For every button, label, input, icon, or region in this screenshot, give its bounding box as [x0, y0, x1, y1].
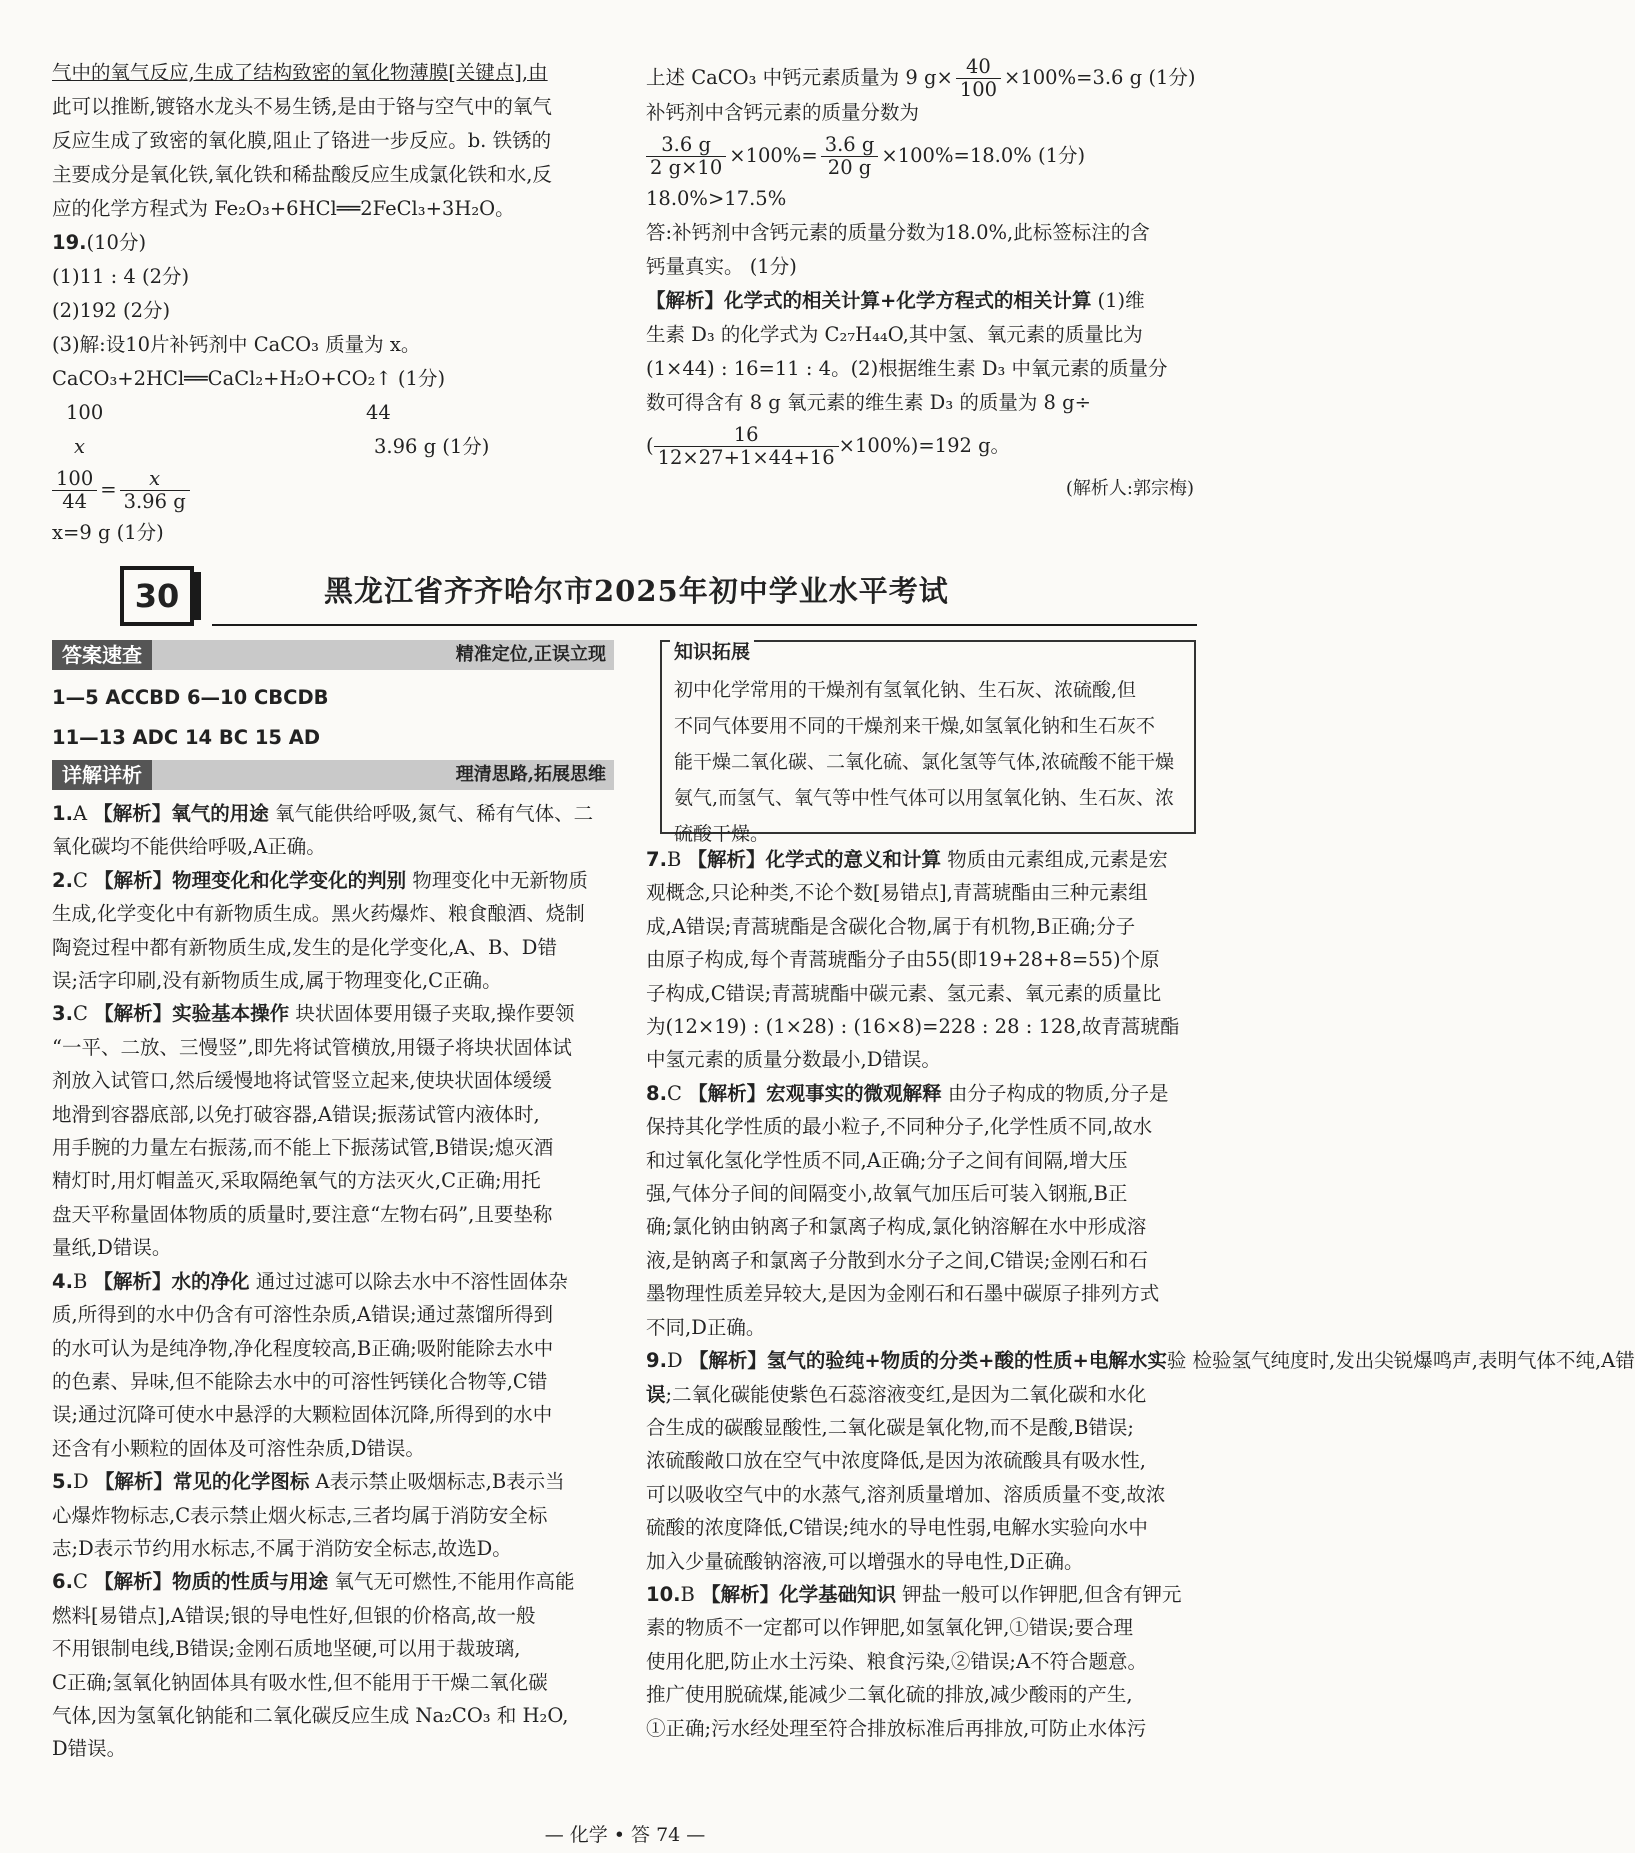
explanation-line: 使用化肥,防止水土污染、粮食污染,②错误;A不符合题意。	[646, 1649, 1148, 1673]
knowledge-line: 氨气,而氢气、氧气等中性气体可以用氢氧化钠、生石灰、浓	[674, 787, 1175, 809]
explanation-line: 浓硫酸敞口放在空气中浓度降低,是因为浓硫酸具有吸水性,	[646, 1449, 1146, 1473]
right-top-column	[646, 56, 1194, 506]
topic-tag: 【解析】水的净化	[93, 1269, 250, 1293]
explanation-line: 可以吸收空气中的水蒸气,溶剂质量增加、溶质质量不变,故浓	[646, 1482, 1166, 1506]
explanation-line: ①正确;污水经处理至符合排放标准后再排放,可防止水体污	[646, 1716, 1147, 1740]
explanation-line: 和过氧化氢化学性质不同,A正确;分子之间有间隔,增大压	[646, 1148, 1128, 1172]
answer-letter: B	[72, 1269, 94, 1293]
explanation-line: 误;活字印刷,没有新物质生成,属于物理变化,C正确。	[52, 969, 502, 993]
q19-a3: (3)解:设10片补钙剂中 CaCO₃ 质量为 x。	[52, 333, 421, 356]
explanation-line: 志;D表示节约用水标志,不属于消防安全标志,故选D。	[52, 1536, 512, 1560]
explanation-line: 精灯时,用灯帽盖灭,采取隔绝氧气的方法灭火,C正确;用托	[52, 1169, 541, 1193]
explanation-line: 为(12×19) : (1×28) : (16×8)=228 : 28 : 128,故青蒿琥酯	[646, 1015, 1180, 1039]
section-header	[52, 566, 1197, 626]
text-line: 上述 CaCO₃ 中钙元素质量为 9 g× $\frac{40}{100}$ ×100%=3.6 g (1分)	[646, 55, 1196, 101]
explanation-text: 氧气能供给呼吸,氮气、稀有气体、二	[268, 802, 594, 825]
answer-letter: D	[666, 1349, 689, 1373]
explanation-line: 推广使用脱硫煤,能减少二氧化硫的排放,减少酸雨的产生,	[646, 1683, 1133, 1707]
question-number: 4.	[52, 1269, 73, 1293]
section-bar	[192, 572, 201, 620]
explanation-text: 验 检验氢气纯度时,发出尖锐爆鸣声,表明气体不纯,A错	[1166, 1349, 1635, 1373]
question-number: 3.	[52, 1002, 73, 1026]
explanation-head	[52, 1465, 612, 1498]
explanation-text: 氧气无可燃性,不能用作高能	[328, 1570, 575, 1594]
knowledge-line: 不同气体要用不同的干燥剂来干燥,如氢氧化钠和生石灰不	[674, 715, 1156, 737]
question-number: 9.	[646, 1349, 667, 1373]
topic-tag: 【解析】氢气的验纯+物质的分类+酸的性质+电解水实	[688, 1349, 1167, 1373]
question-number: 2.	[52, 868, 73, 892]
answer-letter: B	[666, 848, 688, 871]
question-number: 10.	[646, 1582, 681, 1606]
explanation-line: D错误。	[52, 1737, 127, 1761]
explanation-line: 合生成的碳酸显酸性,二氧化碳是氧化物,而不是酸,B错误;	[646, 1415, 1134, 1439]
knowledge-box	[660, 640, 1196, 845]
text-line: ( $\frac{16}{12\times 27+1\times 44+16}$ ×100%)=192 g。	[646, 423, 1011, 469]
explanation-head	[52, 1265, 612, 1298]
text-line: 钙量真实。 (1分)	[646, 255, 797, 278]
answer-letter: B	[680, 1582, 702, 1606]
explanation-line	[646, 1378, 1194, 1411]
explanation-head	[646, 1344, 1635, 1377]
explanation-line: 加入少量硫酸钠溶液,可以增强水的导电性,D正确。	[646, 1549, 1084, 1573]
knowledge-line: 硫酸干燥。	[674, 823, 770, 845]
answer-band-slogan: 精准定位,正误立现	[455, 644, 606, 665]
explanation-line: 陶瓷过程中都有新物质生成,发生的是化学变化,A、B、D错	[52, 935, 557, 959]
explanation-line: 质,所得到的水中仍含有可溶性杂质,A错误;通过蒸馏所得到	[52, 1303, 554, 1327]
section-rule	[212, 624, 1197, 626]
explanation-text: 块状固体要用镊子夹取,操作要领	[289, 1002, 575, 1026]
explanation-line: 误;通过沉降可使水中悬浮的大颗粒固体沉降,所得到的水中	[52, 1403, 553, 1427]
explanation-line: 不用银制电线,B错误;金刚石质地坚硬,可以用于裁玻璃,	[52, 1637, 521, 1661]
text-line: 气中的氧气反应,生成了结构致密的氧化物薄膜[关键点],由	[52, 61, 548, 84]
text-line: $\frac{3.6 g}{2 g\times 10}$ ×100%= $\frac{3.6 g}{20 g}$ ×100%=18.0% (1分)	[646, 130, 1194, 182]
text-line: 主要成分是氧化铁,氧化铁和稀盐酸反应生成氯化铁和水,反	[52, 163, 552, 186]
explanation-line: 心爆炸物标志,C表示禁止烟火标志,三者均属于消防安全标	[52, 1503, 548, 1527]
topic-tag: 【解析】氧气的用途	[93, 802, 269, 825]
explanation-line: 剂放入试管口,然后缓慢地将试管竖立起来,使块状固体缓缓	[52, 1069, 552, 1093]
explanation-line: 中氢元素的质量分数最小,D错误。	[646, 1048, 941, 1072]
explanation-head	[646, 1077, 1194, 1110]
explanation-line: 观概念,只论种类,不论个数[易错点],青蒿琥酯由三种元素组	[646, 881, 1148, 905]
question-number: 6.	[52, 1570, 73, 1594]
left-explanations	[52, 797, 612, 1766]
topic-tag: 【解析】化学式的意义和计算	[687, 848, 942, 871]
text-line: (1×44) : 16=11 : 4。(2)根据维生素 D₃ 中氧元素的质量分	[646, 357, 1168, 380]
explanation-line: C正确;氢氧化钠固体具有吸水性,但不能用于干燥二氧化碳	[52, 1670, 548, 1694]
explanation-text: 通过过滤可以除去水中不溶性固体杂	[249, 1269, 568, 1293]
topic-tag: 【解析】常见的化学图标	[94, 1470, 310, 1494]
topic-tag: 误	[646, 1382, 666, 1406]
q19-unknowns: x 3.96 g (1分)	[74, 435, 490, 458]
explanation-line: 由原子构成,每个青蒿琥酯分子由55(即19+28+8=55)个原	[646, 948, 1160, 972]
explanation-line: 的色素、异味,但不能除去水中的可溶性钙镁化合物等,C错	[52, 1369, 548, 1393]
answer-band-title: 答案速查	[52, 640, 152, 670]
text-line: 补钙剂中含钙元素的质量分数为	[646, 101, 920, 124]
explanation-line: 成,A错误;青蒿琥酯是含碳化合物,属于有机物,B正确;分子	[646, 914, 1136, 938]
q19-equation: CaCO₃+2HCl══CaCl₂+H₂O+CO₂↑ (1分)	[52, 367, 446, 390]
answer-letter: C	[666, 1081, 689, 1105]
text-line: 应的化学方程式为 Fe₂O₃+6HCl══2FeCl₃+3H₂O。	[52, 197, 515, 220]
explanation-text: 钾盐一般可以作钾肥,但含有钾元	[896, 1582, 1182, 1606]
text-line: 此可以推断,镀铬水龙头不易生锈,是由于铬与空气中的氧气	[52, 95, 552, 118]
explanation-line: 不同,D正确。	[646, 1315, 766, 1339]
topic-tag: 【解析】化学基础知识	[701, 1582, 897, 1606]
explanation-line: 的水可认为是纯净物,净化程度较高,B正确;吸附能除去水中	[52, 1336, 554, 1360]
explanation-line: 素的物质不一定都可以作钾肥,如氢氧化钾,①错误;要合理	[646, 1616, 1133, 1640]
explanation-line: 确;氯化钠由钠离子和氯离子构成,氯化钠溶解在水中形成溶	[646, 1215, 1147, 1239]
explanation-line: 量纸,D错误。	[52, 1236, 172, 1260]
explanation-line: 燃料[易错点],A错误;银的导电性好,但银的价格高,故一般	[52, 1603, 536, 1627]
question-number: 5.	[52, 1470, 73, 1494]
explanation-line: 强,气体分子间的间隔变小,故氧气加压后可装入钢瓶,B正	[646, 1182, 1128, 1206]
q19-a1: (1)11 : 4 (2分)	[52, 265, 190, 288]
topic-tag: 【解析】宏观事实的微观解释	[688, 1081, 942, 1105]
question-number: 7.	[646, 848, 667, 871]
answer-letter: C	[72, 868, 95, 892]
question-number: 8.	[646, 1081, 667, 1105]
answer-letter: C	[72, 1002, 95, 1026]
explanation-line: 液,是钠离子和氯离子分散到水分子之间,C错误;金刚石和石	[646, 1248, 1148, 1272]
explanation-line: 硫酸的浓度降低,C错误;纯水的导电性弱,电解水实验向水中	[646, 1516, 1148, 1540]
topic-tag: 【解析】物理变化和化学变化的判别	[94, 868, 407, 892]
q19-a2: (2)192 (2分)	[52, 299, 171, 322]
explanation-line: 子构成,C错误;青蒿琥酯中碳元素、氢元素、氧元素的质量比	[646, 981, 1162, 1005]
explanation-line: 墨物理性质差异较大,是因为金刚石和石墨中碳原子排列方式	[646, 1282, 1160, 1306]
explanation-head	[52, 1565, 612, 1598]
answer-band	[52, 640, 614, 670]
explanation-line: 地滑到容器底部,以免打破容器,A错误;振荡试管内液体时,	[52, 1102, 540, 1126]
explanation-line: 气体,因为氢氧化钠能和二氧化碳反应生成 Na₂CO₃ 和 H₂O,	[52, 1703, 569, 1727]
explanation-head	[646, 843, 1194, 876]
explanation-text: 物理变化中无新物质	[406, 868, 588, 892]
knowledge-title: 知识拓展	[670, 640, 754, 664]
knowledge-line: 能干燥二氧化碳、二氧化硫、氯化氢等气体,浓硫酸不能干燥	[674, 751, 1175, 773]
explanation-line: 盘天平称量固体物质的质量时,要注意“左物右码”,且要垫称	[52, 1202, 553, 1226]
q19-header: 19.(10分)	[52, 231, 147, 254]
explanation-head	[52, 997, 612, 1030]
explanation-text: 由分子构成的物质,分子是	[941, 1081, 1169, 1105]
section-number: 30	[120, 566, 194, 626]
answer-letter: D	[72, 1470, 95, 1494]
explanation-line: 氧化碳均不能供给呼吸,A正确。	[52, 835, 326, 859]
knowledge-line: 初中化学常用的干燥剂有氢氧化钠、生石灰、浓硫酸,但	[674, 679, 1137, 701]
topic-tag: 【解析】物质的性质与用途	[94, 1570, 329, 1594]
explanation-text: 物质由元素组成,元素是宏	[941, 848, 1168, 871]
right-explanations	[646, 843, 1635, 1745]
text-line: 18.0%>17.5%	[646, 187, 787, 210]
explanation-text: A表示禁止吸烟标志,B表示当	[309, 1470, 565, 1494]
explanation-line: 保持其化学性质的最小粒子,不同种分子,化学性质不同,故水	[646, 1115, 1153, 1139]
explanation-text: ;二氧化碳能使紫色石蕊溶液变红,是因为二氧化碳和水化	[665, 1382, 1147, 1406]
question-number: 1.	[52, 802, 73, 825]
topic-tag: 【解析】实验基本操作	[94, 1002, 290, 1026]
answer-letter: C	[72, 1570, 95, 1594]
left-top-column	[52, 56, 612, 550]
detail-band-slogan: 理清思路,拓展思维	[455, 764, 606, 785]
text-line: 【解析】化学式的相关计算+化学方程式的相关计算 (1)维	[646, 289, 1145, 312]
detail-band-title: 详解详析	[52, 760, 152, 790]
explanation-line: 还含有小颗粒的固体及可溶性杂质,D错误。	[52, 1436, 425, 1460]
text-line: 答:补钙剂中含钙元素的质量分数为18.0%,此标签标注的含	[646, 221, 1150, 244]
quick-answers	[52, 678, 612, 758]
answer-line: 11—13 ADC 14 BC 15 AD	[52, 726, 321, 749]
explanation-line: “一平、二放、三慢竖”,即先将试管横放,用镊子将块状固体试	[52, 1035, 572, 1059]
answer-letter: A	[72, 802, 94, 825]
analyst-credit: (解析人:郭宗梅)	[1065, 478, 1194, 499]
detail-band	[52, 760, 614, 790]
q19-result: x=9 g (1分)	[52, 521, 164, 544]
text-line: 数可得含有 8 g 氧元素的维生素 D₃ 的质量为 8 g÷	[646, 391, 1091, 414]
answer-line: 1—5 ACCBD 6—10 CBCDB	[52, 686, 329, 709]
explanation-head	[52, 864, 612, 897]
explanation-head	[52, 797, 612, 830]
q19-masses: 100 44	[66, 401, 391, 424]
explanation-line: 生成,化学变化中有新物质生成。黑火药爆炸、粮食酿酒、烧制	[52, 902, 585, 926]
text-line: 反应生成了致密的氧化膜,阻止了铬进一步反应。b. 铁锈的	[52, 129, 552, 152]
q19-proportion: $\frac{100}{44}$ = $\frac{x}{3.96 g}$	[52, 464, 612, 516]
explanation-line: 用手腕的力量左右振荡,而不能上下振荡试管,B错误;熄灭酒	[52, 1136, 554, 1160]
section-title: 黑龙江省齐齐哈尔市2025年初中学业水平考试	[324, 574, 949, 608]
page-footer: — 化学 • 答 74 —	[544, 1824, 706, 1846]
explanation-head	[646, 1578, 1194, 1611]
text-line: 生素 D₃ 的化学式为 C₂₇H₄₄O,其中氢、氧元素的质量比为	[646, 323, 1143, 346]
